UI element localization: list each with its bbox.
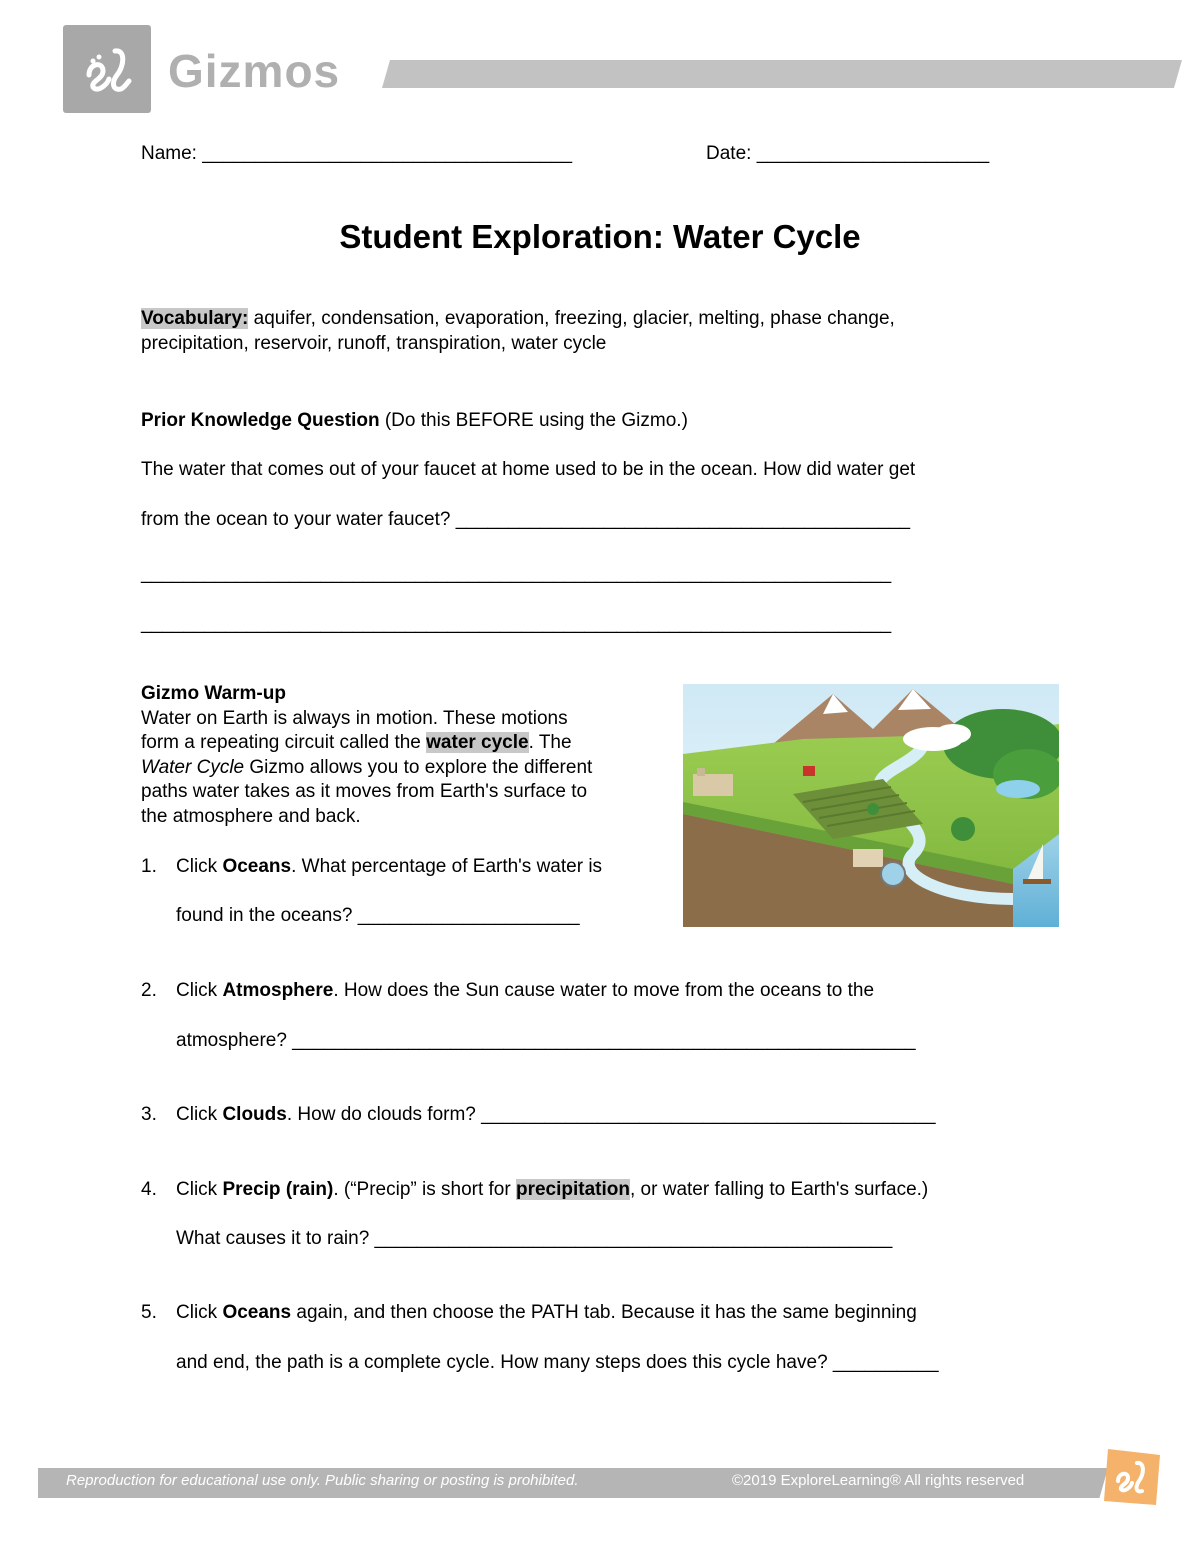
vocabulary-line2: precipitation, reservoir, runoff, transpiration, water cycle xyxy=(141,332,607,354)
brand-name: Gizmos xyxy=(168,45,341,97)
question-2-line2: atmosphere? ___________________________________________________________ xyxy=(176,1030,916,1051)
question-1-line2: found in the oceans? _____________________ xyxy=(176,905,580,926)
footer-copyright: ©2019 ExploreLearning® All rights reserved xyxy=(732,1472,1025,1489)
question-3-line1: Click Clouds. How do clouds form? ___________________________________________ xyxy=(176,1104,936,1125)
prior-line1: The water that comes out of your faucet at home used to be in the ocean. How did water get xyxy=(141,459,916,480)
prior-heading: Prior Knowledge Question xyxy=(141,410,380,431)
footer-disclaimer: Reproduction for educational use only. Public sharing or posting is prohibited. xyxy=(66,1472,579,1489)
prior-line4: _______________________________________________________________________ xyxy=(141,613,892,634)
question-number: 5. xyxy=(141,1302,157,1323)
question-4-line2: What causes it to rain? _________________________________________________ xyxy=(176,1228,893,1249)
prior-heading-line xyxy=(141,409,688,434)
prior-line2: from the ocean to your water faucet? ___________________________________________ xyxy=(141,509,911,530)
warmup-line3: Water Cycle Gizmo allows you to explore the different xyxy=(141,756,593,778)
name-field: Name: ___________________________________ xyxy=(141,143,573,164)
warmup-block xyxy=(141,682,592,829)
vocabulary-block xyxy=(141,307,1071,356)
term-precipitation: precipitation xyxy=(515,1179,630,1200)
question-2-line1: Click Atmosphere. How does the Sun cause water to move from the oceans to the xyxy=(176,980,875,1001)
bold-term: Oceans xyxy=(222,856,292,877)
question-number: 4. xyxy=(141,1179,157,1200)
date-field: Date: ______________________ xyxy=(706,143,990,164)
warmup-line2: form a repeating circuit called the water cycle. The xyxy=(141,732,572,753)
question-number: 1. xyxy=(141,856,157,877)
prior-line3: _______________________________________________________________________ xyxy=(141,563,892,584)
gizmo-name: Water Cycle xyxy=(141,756,245,778)
question-number: 2. xyxy=(141,980,157,1001)
page-title: Student Exploration: Water Cycle xyxy=(339,218,861,255)
warmup-heading: Gizmo Warm-up xyxy=(141,683,286,704)
term-water-cycle: water cycle xyxy=(426,732,529,753)
bold-term: Clouds xyxy=(222,1104,287,1125)
header-bar xyxy=(382,60,1182,88)
bold-term: Oceans xyxy=(222,1302,292,1323)
warmup-line4: paths water takes as it moves from Earth's surface to xyxy=(141,781,588,802)
question-4-line1: Click Precip (rain). (“Precip” is short for precipitation, or water falling to Earth's surface.) xyxy=(176,1179,929,1200)
logo-box xyxy=(63,25,151,113)
vocabulary-line1: aquifer, condensation, evaporation, freezing, glacier, melting, phase change, xyxy=(248,308,895,329)
question-number: 3. xyxy=(141,1104,157,1125)
question-5-line1: Click Oceans again, and then choose the PATH tab. Because it has the same beginning xyxy=(176,1302,917,1323)
bold-term: Atmosphere xyxy=(222,980,334,1001)
bold-term: Precip (rain) xyxy=(222,1179,334,1200)
warmup-line5: the atmosphere and back. xyxy=(141,805,361,827)
el-logo-icon xyxy=(1100,1445,1164,1509)
prior-heading-note: (Do this BEFORE using the Gizmo.) xyxy=(379,410,688,431)
el-logo-icon xyxy=(63,25,151,113)
question-5-line2: and end, the path is a complete cycle. How many steps does this cycle have? __________ xyxy=(176,1352,939,1373)
water-cycle-illustration xyxy=(683,684,1059,927)
vocabulary-label: Vocabulary: xyxy=(141,308,249,329)
question-1-line1: Click Oceans. What percentage of Earth's water is xyxy=(176,856,603,877)
warmup-line1: Water on Earth is always in motion. These motions xyxy=(141,707,568,729)
